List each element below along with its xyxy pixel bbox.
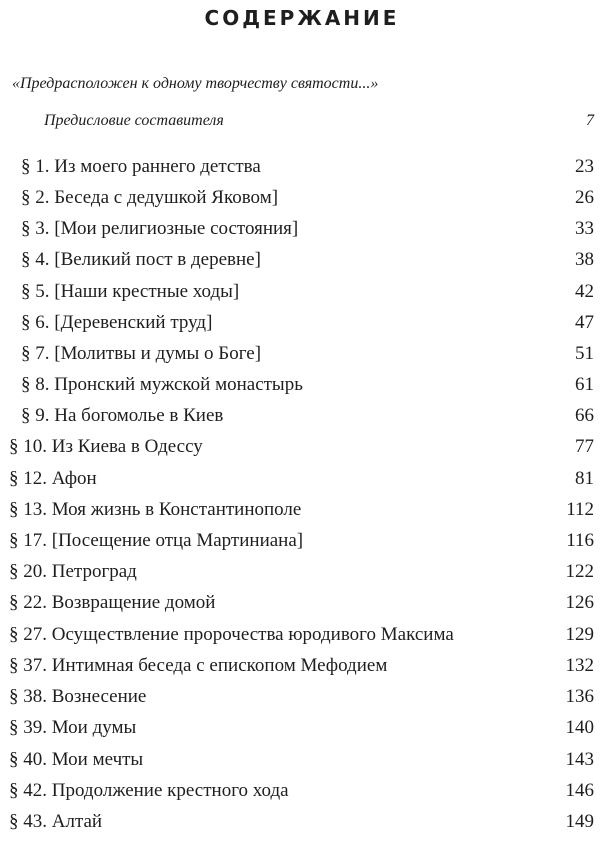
toc-entry <box>0 214 604 244</box>
toc-entry-label: § 42. Продолжение крестного хода <box>9 780 289 801</box>
toc-entry-page: 33 <box>575 218 594 239</box>
toc-entry <box>0 745 604 775</box>
toc-entry-page: 77 <box>575 436 594 457</box>
toc-entry-label: Предисловие составителя <box>44 112 224 129</box>
toc-entry-page: 26 <box>575 187 594 208</box>
toc-entry-label: § 22. Возвращение домой <box>9 592 216 613</box>
toc-entry <box>0 588 604 618</box>
toc-entry-label: § 27. Осуществление пророчества юродивого Максима <box>9 624 454 645</box>
toc-entry <box>0 682 604 712</box>
toc-entry-page: 143 <box>565 749 594 770</box>
toc-entry <box>0 183 604 213</box>
toc-entry-label: § 10. Из Киева в Одессу <box>9 436 203 457</box>
toc-entry-label: § 2. Беседа с дедушкой Яковом] <box>21 187 279 208</box>
toc-entry-label: § 17. [Посещение отца Мартиниана] <box>9 530 304 551</box>
toc-entry <box>0 557 604 587</box>
toc-entry-label: § 4. [Великий пост в деревне] <box>21 249 261 270</box>
toc-entry-page: 81 <box>575 468 594 489</box>
toc-entry-label: § 9. На богомолье в Киев <box>21 405 224 426</box>
page-title: СОДЕРЖАНИЕ <box>204 6 400 30</box>
toc-entry <box>0 401 604 431</box>
toc-entry <box>0 526 604 556</box>
toc-entry-label: § 37. Интимная беседа с епископом Мефодием <box>9 655 388 676</box>
toc-entry-label: § 12. Афон <box>9 468 97 489</box>
toc-entry <box>0 245 604 275</box>
toc-entry <box>0 464 604 494</box>
toc-entry-label: § 43. Алтай <box>9 811 103 832</box>
toc-entry-page: 116 <box>566 530 594 551</box>
toc-entry <box>0 713 604 743</box>
toc-entry-page: 66 <box>575 405 594 426</box>
toc-entry-label: § 8. Пронский мужской монастырь <box>21 374 303 395</box>
toc-entry-label: § 39. Мои думы <box>9 717 137 738</box>
toc-entry <box>0 807 604 837</box>
toc-entry <box>0 776 604 806</box>
toc-entry-preface <box>0 106 604 136</box>
toc-entry-label: § 38. Вознесение <box>9 686 147 707</box>
toc-entry <box>0 495 604 525</box>
toc-entry <box>0 370 604 400</box>
toc-entry-page: 129 <box>565 624 594 645</box>
toc-entry-page: 146 <box>565 780 594 801</box>
toc-entry <box>0 620 604 650</box>
toc-entry-label: § 1. Из моего раннего детства <box>21 156 261 177</box>
toc-entry-label: § 3. [Мои религиозные состояния] <box>21 218 299 239</box>
toc-entry-page: 7 <box>586 112 594 129</box>
toc-entry-label: § 6. [Деревенский труд] <box>21 312 213 333</box>
toc-entry-label: § 20. Петроград <box>9 561 137 582</box>
toc-entry <box>0 152 604 182</box>
toc-entry <box>0 651 604 681</box>
toc-entry <box>0 277 604 307</box>
toc-entry-page: 47 <box>575 312 594 333</box>
toc-entry-page: 140 <box>565 717 594 738</box>
toc-entry-page: 136 <box>565 686 594 707</box>
toc-entry-label: § 13. Моя жизнь в Константинополе <box>9 499 302 520</box>
toc-entry-label: § 5. [Наши крестные ходы] <box>21 281 240 302</box>
toc-entry-page: 51 <box>575 343 594 364</box>
toc-entry-page: 149 <box>565 811 594 832</box>
toc-entry-page: 112 <box>566 499 594 520</box>
toc-entry-page: 38 <box>575 249 594 270</box>
toc-entry-page: 126 <box>565 592 594 613</box>
toc-entry <box>0 432 604 462</box>
toc-entry-page: 122 <box>565 561 594 582</box>
toc-entry-page: 132 <box>565 655 594 676</box>
toc-entry-page: 42 <box>575 281 594 302</box>
toc-entry-page: 23 <box>575 156 594 177</box>
toc-entry <box>0 308 604 338</box>
epigraph: «Предрасположен к одному творчеству святости...» <box>12 75 379 92</box>
toc-entry-label: § 40. Мои мечты <box>9 749 144 770</box>
toc-entry-page: 61 <box>575 374 594 395</box>
toc-entry-label: § 7. [Молитвы и думы о Боге] <box>21 343 262 364</box>
toc-entry <box>0 339 604 369</box>
